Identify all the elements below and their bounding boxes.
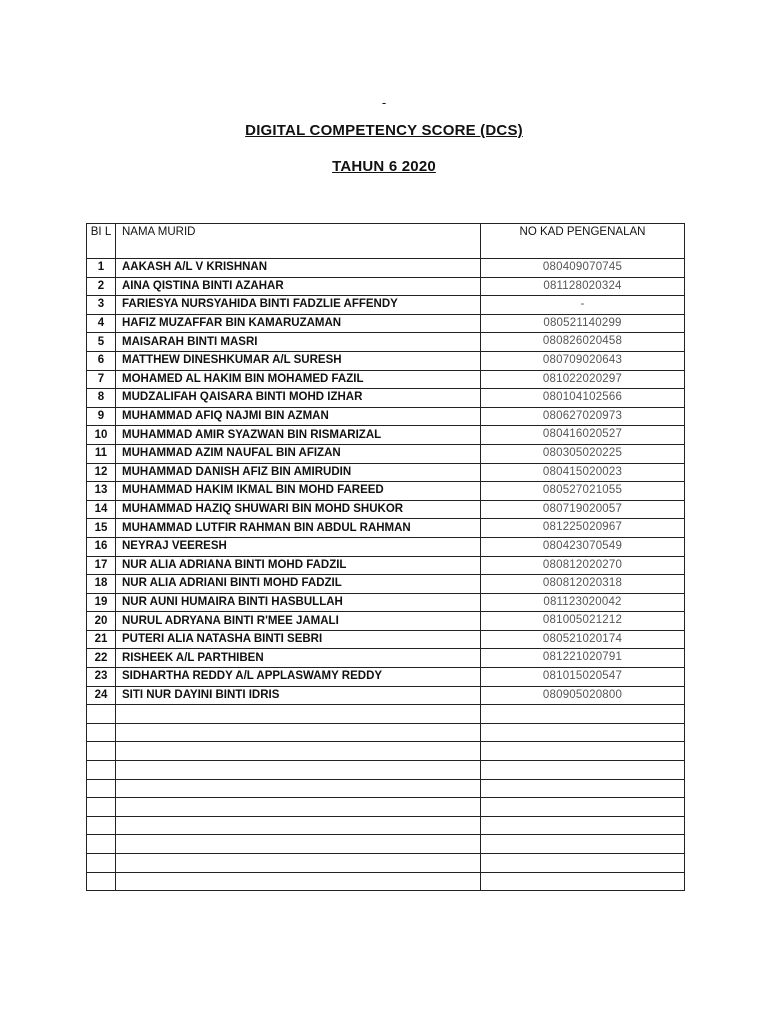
- ic-number: 080305020225: [481, 444, 685, 463]
- table-row: [87, 705, 685, 724]
- student-name: MUDZALIFAH QAISARA BINTI MOHD IZHAR: [116, 389, 481, 408]
- table-row: [87, 686, 685, 705]
- row-number: 11: [87, 444, 116, 463]
- row-number: 4: [87, 314, 116, 333]
- table-row: [87, 537, 685, 556]
- table-row: [87, 668, 685, 687]
- table-header-row: [87, 224, 685, 259]
- row-number: 17: [87, 556, 116, 575]
- row-number: [87, 872, 116, 891]
- ic-number: 080415020023: [481, 463, 685, 482]
- row-number: 8: [87, 389, 116, 408]
- ic-number: [481, 835, 685, 854]
- row-number: 15: [87, 519, 116, 538]
- student-name: MUHAMMAD HAZIQ SHUWARI BIN MOHD SHUKOR: [116, 500, 481, 519]
- row-number: [87, 723, 116, 742]
- ic-number: [481, 705, 685, 724]
- student-name: [116, 705, 481, 724]
- row-number: 6: [87, 351, 116, 370]
- row-number: 14: [87, 500, 116, 519]
- row-number: [87, 816, 116, 835]
- ic-number: 080521140299: [481, 314, 685, 333]
- ic-number: 081221020791: [481, 649, 685, 668]
- student-name: MUHAMMAD DANISH AFIZ BIN AMIRUDIN: [116, 463, 481, 482]
- ic-number: 080709020643: [481, 351, 685, 370]
- table-row: [87, 835, 685, 854]
- ic-number: 080104102566: [481, 389, 685, 408]
- ic-number: 080423070549: [481, 537, 685, 556]
- row-number: [87, 798, 116, 817]
- student-name: MUHAMMAD LUTFIR RAHMAN BIN ABDUL RAHMAN: [116, 519, 481, 538]
- student-name: NUR ALIA ADRIANA BINTI MOHD FADZIL: [116, 556, 481, 575]
- row-number: 19: [87, 593, 116, 612]
- student-name: [116, 779, 481, 798]
- ic-number: 081022020297: [481, 370, 685, 389]
- table-row: [87, 407, 685, 426]
- table-row: [87, 389, 685, 408]
- student-name: [116, 835, 481, 854]
- row-number: 1: [87, 259, 116, 278]
- student-name: NUR ALIA ADRIANI BINTI MOHD FADZIL: [116, 575, 481, 594]
- student-name: NURUL ADRYANA BINTI R'MEE JAMALI: [116, 612, 481, 631]
- student-name: MUHAMMAD HAKIM IKMAL BIN MOHD FAREED: [116, 482, 481, 501]
- table-row: [87, 314, 685, 333]
- row-number: 22: [87, 649, 116, 668]
- table-row: [87, 593, 685, 612]
- table-row: [87, 798, 685, 817]
- row-number: 9: [87, 407, 116, 426]
- ic-number: -: [481, 296, 685, 315]
- row-number: 13: [87, 482, 116, 501]
- document-title: DIGITAL COMPETENCY SCORE (DCS): [245, 122, 523, 139]
- ic-number: 080416020527: [481, 426, 685, 445]
- header-dash: -: [381, 95, 387, 110]
- student-name: FARIESYA NURSYAHIDA BINTI FADZLIE AFFENDY: [116, 296, 481, 315]
- row-number: 5: [87, 333, 116, 352]
- table-row: [87, 463, 685, 482]
- ic-number: [481, 723, 685, 742]
- ic-number: [481, 761, 685, 780]
- row-number: [87, 779, 116, 798]
- table-row: [87, 259, 685, 278]
- student-name: PUTERI ALIA NATASHA BINTI SEBRI: [116, 630, 481, 649]
- table-body: [87, 259, 685, 891]
- ic-number: 080627020973: [481, 407, 685, 426]
- student-name: RISHEEK A/L PARTHIBEN: [116, 649, 481, 668]
- table-row: [87, 612, 685, 631]
- column-header-no-kad-pengenalan: NO KAD PENGENALAN: [481, 224, 685, 259]
- student-name: AINA QISTINA BINTI AZAHAR: [116, 277, 481, 296]
- row-number: 16: [87, 537, 116, 556]
- ic-number: [481, 816, 685, 835]
- ic-number: 080826020458: [481, 333, 685, 352]
- student-name: [116, 854, 481, 873]
- row-number: [87, 705, 116, 724]
- table-row: [87, 779, 685, 798]
- student-table: [86, 223, 685, 891]
- table-row: [87, 519, 685, 538]
- document-subtitle: TAHUN 6 2020: [332, 158, 436, 175]
- row-number: 10: [87, 426, 116, 445]
- table-row: [87, 351, 685, 370]
- student-name: MAISARAH BINTI MASRI: [116, 333, 481, 352]
- table-row: [87, 277, 685, 296]
- row-number: 24: [87, 686, 116, 705]
- ic-number: 081225020967: [481, 519, 685, 538]
- row-number: 2: [87, 277, 116, 296]
- column-header-bil: BI L: [87, 224, 116, 259]
- table-row: [87, 296, 685, 315]
- student-name: MUHAMMAD AMIR SYAZWAN BIN RISMARIZAL: [116, 426, 481, 445]
- student-name: NEYRAJ VEERESH: [116, 537, 481, 556]
- row-number: 21: [87, 630, 116, 649]
- student-name: [116, 798, 481, 817]
- table-row: [87, 333, 685, 352]
- table-row: [87, 630, 685, 649]
- table-row: [87, 742, 685, 761]
- row-number: [87, 854, 116, 873]
- table-row: [87, 723, 685, 742]
- row-number: 18: [87, 575, 116, 594]
- table-row: [87, 816, 685, 835]
- row-number: 3: [87, 296, 116, 315]
- row-number: [87, 742, 116, 761]
- student-name: MUHAMMAD AZIM NAUFAL BIN AFIZAN: [116, 444, 481, 463]
- student-name: MUHAMMAD AFIQ NAJMI BIN AZMAN: [116, 407, 481, 426]
- ic-number: 080905020800: [481, 686, 685, 705]
- ic-number: 081015020547: [481, 668, 685, 687]
- ic-number: 081128020324: [481, 277, 685, 296]
- student-name: MATTHEW DINESHKUMAR A/L SURESH: [116, 351, 481, 370]
- ic-number: 080521020174: [481, 630, 685, 649]
- row-number: 20: [87, 612, 116, 631]
- student-name: [116, 742, 481, 761]
- row-number: 12: [87, 463, 116, 482]
- ic-number: 080719020057: [481, 500, 685, 519]
- table-row: [87, 575, 685, 594]
- ic-number: 080812020270: [481, 556, 685, 575]
- table-row: [87, 854, 685, 873]
- ic-number: [481, 854, 685, 873]
- row-number: 23: [87, 668, 116, 687]
- student-name: [116, 872, 481, 891]
- table-row: [87, 370, 685, 389]
- student-name: MOHAMED AL HAKIM BIN MOHAMED FAZIL: [116, 370, 481, 389]
- student-name: NUR AUNI HUMAIRA BINTI HASBULLAH: [116, 593, 481, 612]
- table-row: [87, 761, 685, 780]
- ic-number: 080409070745: [481, 259, 685, 278]
- table-row: [87, 649, 685, 668]
- student-name: HAFIZ MUZAFFAR BIN KAMARUZAMAN: [116, 314, 481, 333]
- table-row: [87, 444, 685, 463]
- table-row: [87, 872, 685, 891]
- row-number: [87, 761, 116, 780]
- ic-number: 081005021212: [481, 612, 685, 631]
- ic-number: 080812020318: [481, 575, 685, 594]
- row-number: [87, 835, 116, 854]
- student-name: AAKASH A/L V KRISHNAN: [116, 259, 481, 278]
- table-row: [87, 500, 685, 519]
- student-name: [116, 816, 481, 835]
- table-row: [87, 482, 685, 501]
- student-name: [116, 761, 481, 780]
- table-row: [87, 556, 685, 575]
- row-number: 7: [87, 370, 116, 389]
- table-row: [87, 426, 685, 445]
- ic-number: 080527021055: [481, 482, 685, 501]
- column-header-nama-murid: NAMA MURID: [116, 224, 481, 259]
- student-name: SIDHARTHA REDDY A/L APPLASWAMY REDDY: [116, 668, 481, 687]
- ic-number: [481, 742, 685, 761]
- ic-number: [481, 798, 685, 817]
- student-name: SITI NUR DAYINI BINTI IDRIS: [116, 686, 481, 705]
- ic-number: [481, 779, 685, 798]
- ic-number: [481, 872, 685, 891]
- student-name: [116, 723, 481, 742]
- ic-number: 081123020042: [481, 593, 685, 612]
